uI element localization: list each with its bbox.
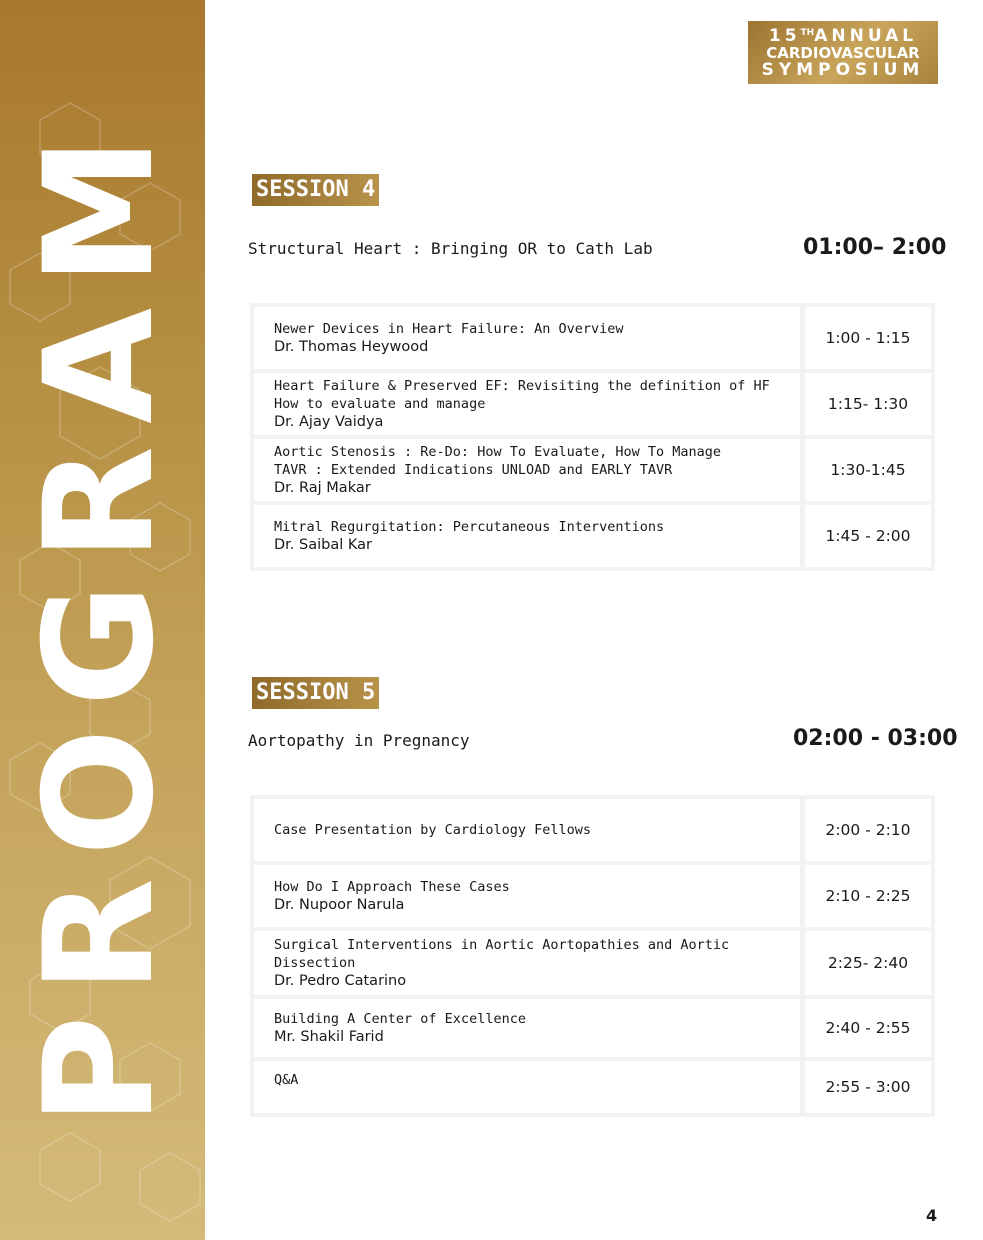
talk-time: 2:10 - 2:25: [805, 865, 931, 927]
talk-time: 2:55 - 3:00: [805, 1061, 931, 1113]
talk-time: 2:25- 2:40: [805, 931, 931, 995]
talk-speaker: Dr. Saibal Kar: [274, 536, 372, 553]
talk-time: 2:00 - 2:10: [805, 799, 931, 861]
schedule-row: [254, 439, 931, 501]
badge-word-symposium: SYMPOSIUM: [761, 60, 925, 80]
symposium-logo: [748, 21, 938, 84]
program-vertical-title: PROGRAM: [13, 114, 187, 1126]
session-4-label: SESSION 4: [252, 174, 379, 206]
talk-speaker: Mr. Shakil Farid: [274, 1028, 384, 1045]
badge-word-annual: ANNUAL: [814, 26, 918, 46]
talk-cell: [254, 799, 800, 861]
session-5-schedule-table: [250, 795, 935, 1117]
talk-cell: [254, 505, 800, 567]
talk-time: 1:30-1:45: [805, 439, 931, 501]
schedule-row: [254, 865, 931, 927]
page-number: 4: [926, 1206, 938, 1225]
schedule-row: [254, 505, 931, 567]
talk-speaker: Dr. Ajay Vaidya: [274, 413, 384, 430]
talk-cell: [254, 439, 800, 501]
talk-title: How Do I Approach These Cases: [274, 878, 510, 895]
schedule-row: [254, 1061, 931, 1113]
talk-cell: [254, 999, 800, 1057]
talk-speaker: Dr. Nupoor Narula: [274, 896, 405, 913]
talk-cell: [254, 1061, 800, 1113]
schedule-row: [254, 799, 931, 861]
talk-time: 1:15- 1:30: [805, 373, 931, 435]
schedule-row: [254, 373, 931, 435]
talk-cell: [254, 307, 800, 369]
session-4-schedule-table: [250, 303, 935, 571]
talk-title: Aortic Stenosis : Re-Do: How To Evaluate, How To Manage TAVR : Extended Indications UNLOAD and EARLY TAVR: [274, 443, 722, 478]
schedule-row: [254, 307, 931, 369]
talk-cell: [254, 865, 800, 927]
badge-word-cardiovascular: CARDIOVASCULAR: [766, 44, 920, 62]
talk-time: 1:45 - 2:00: [805, 505, 931, 567]
talk-cell: [254, 931, 800, 995]
session-5-label: SESSION 5: [252, 677, 379, 709]
talk-title: Newer Devices in Heart Failure: An Overview: [274, 320, 624, 337]
session-5-title: Aortopathy in Pregnancy: [248, 731, 470, 750]
session-4-title: Structural Heart : Bringing OR to Cath Lab: [248, 239, 653, 258]
talk-cell: [254, 373, 800, 435]
talk-title: Mitral Regurgitation: Percutaneous Interventions: [274, 518, 665, 535]
badge-ordinal-suffix: TH: [800, 28, 815, 38]
talk-title: Q&A: [274, 1072, 299, 1088]
schedule-row: [254, 999, 931, 1057]
talk-title: Case Presentation by Cardiology Fellows: [274, 822, 591, 838]
talk-title: Surgical Interventions in Aortic Aortopathies and Aortic Dissection: [274, 936, 730, 971]
talk-speaker: Dr. Raj Makar: [274, 479, 371, 496]
schedule-row: [254, 931, 931, 995]
session-4-time: 01:00– 2:00: [803, 235, 947, 260]
talk-title: Heart Failure & Preserved EF: Revisiting the definition of HF How to evaluate and manage: [274, 377, 770, 412]
talk-title: Building A Center of Excellence: [274, 1010, 526, 1027]
talk-time: 2:40 - 2:55: [805, 999, 931, 1057]
talk-speaker: Dr. Pedro Catarino: [274, 972, 407, 989]
sidebar-banner: [0, 0, 205, 1240]
talk-time: 1:00 - 1:15: [805, 307, 931, 369]
session-5-time: 02:00 - 03:00: [793, 726, 958, 751]
talk-speaker: Dr. Thomas Heywood: [274, 338, 429, 355]
badge-ordinal: 15: [768, 26, 801, 46]
